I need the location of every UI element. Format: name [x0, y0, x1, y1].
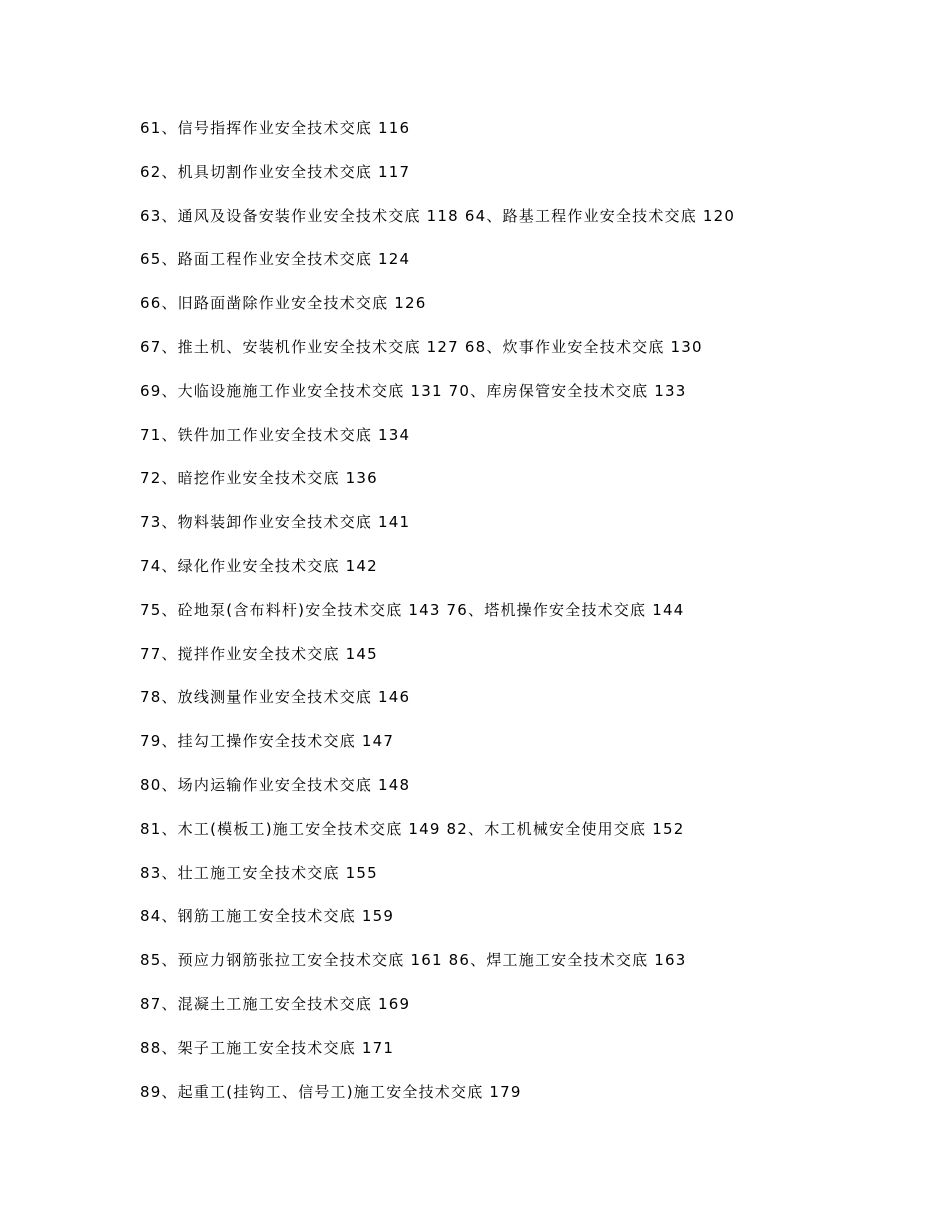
toc-line: 84、钢筋工施工安全技术交底 159 — [140, 907, 395, 926]
toc-line: 62、机具切割作业安全技术交底 117 — [140, 162, 411, 181]
toc-line: 61、信号指挥作业安全技术交底 116 — [140, 119, 411, 137]
toc-line: 87、混凝土工施工安全技术交底 169 — [140, 994, 411, 1013]
toc-line: 85、预应力钢筋张拉工安全技术交底 161 86、焊工施工安全技术交底 163 — [140, 951, 687, 970]
toc-line: 77、搅拌作业安全技术交底 145 — [140, 644, 378, 663]
toc-line: 71、铁件加工作业安全技术交底 134 — [140, 425, 411, 444]
toc-line: 66、旧路面凿除作业安全技术交底 126 — [140, 294, 427, 313]
toc-line: 69、大临设施施工作业安全技术交底 131 70、库房保管安全技术交底 133 — [140, 381, 687, 400]
table-of-contents — [140, 115, 900, 1122]
toc-line: 72、暗挖作业安全技术交底 136 — [140, 469, 378, 488]
toc-line: 74、绿化作业安全技术交底 142 — [140, 556, 378, 575]
toc-line: 73、物料装卸作业安全技术交底 141 — [140, 513, 411, 532]
toc-line: 79、挂勾工操作安全技术交底 147 — [140, 732, 395, 751]
toc-line: 67、推土机、安装机作业安全技术交底 127 68、炊事作业安全技术交底 130 — [140, 337, 703, 356]
toc-line: 63、通风及设备安装作业安全技术交底 118 64、路基工程作业安全技术交底 120 — [140, 206, 736, 225]
toc-line: 83、壮工施工安全技术交底 155 — [140, 863, 378, 882]
toc-line: 81、木工(模板工)施工安全技术交底 149 82、木工机械安全使用交底 152 — [140, 819, 685, 838]
toc-line: 65、路面工程作业安全技术交底 124 — [140, 250, 411, 269]
toc-line: 78、放线测量作业安全技术交底 146 — [140, 688, 411, 707]
toc-line: 89、起重工(挂钩工、信号工)施工安全技术交底 179 — [140, 1082, 522, 1101]
toc-line: 75、砼地泵(含布料杆)安全技术交底 143 76、塔机操作安全技术交底 144 — [140, 600, 685, 619]
toc-line: 88、架子工施工安全技术交底 171 — [140, 1038, 395, 1057]
toc-line: 80、场内运输作业安全技术交底 148 — [140, 775, 411, 794]
